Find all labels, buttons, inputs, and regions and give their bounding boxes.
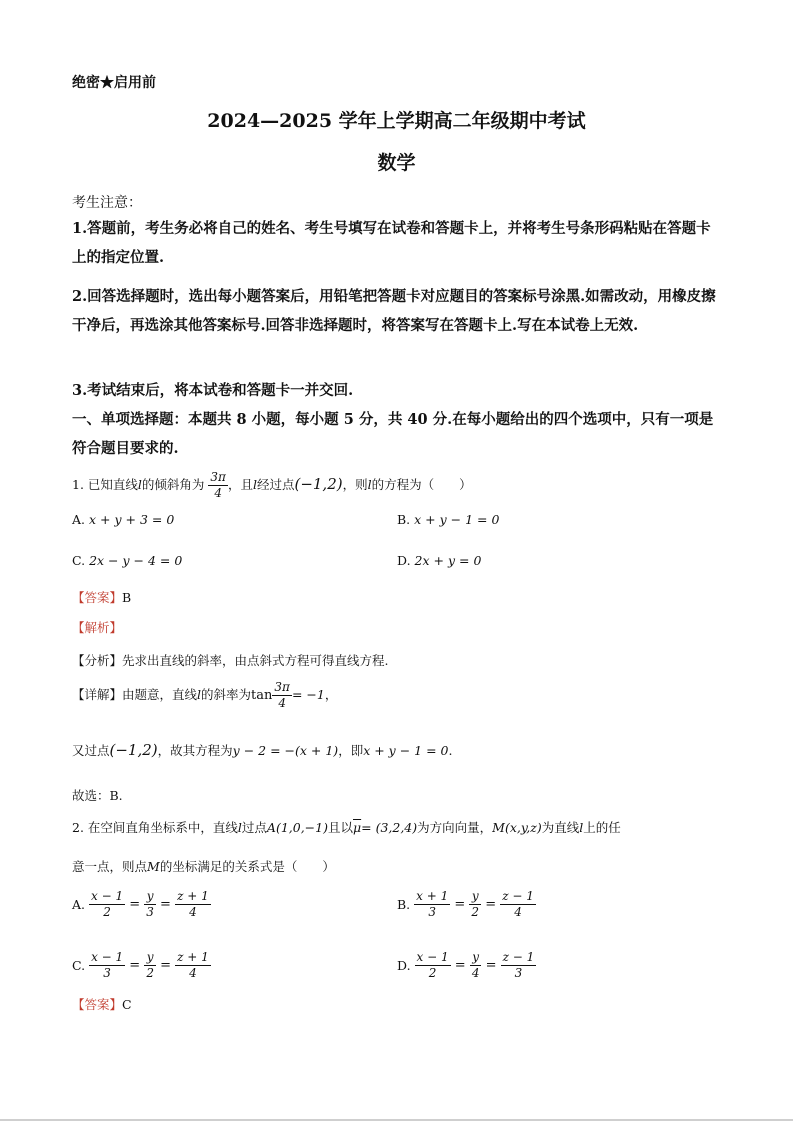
fraction-denominator: 4 xyxy=(471,966,480,980)
q2-stem-line2 xyxy=(72,857,335,875)
q2-option-b xyxy=(397,889,536,920)
fenxi-text: 先求出直线的斜率，由点斜式方程可得直线方程. xyxy=(122,653,389,668)
q2-stem-text: 为直线 xyxy=(541,820,580,835)
ratio-fraction xyxy=(89,889,125,920)
q1-detail xyxy=(72,680,337,711)
q2-stem-text: 意一点，则点 xyxy=(72,859,148,874)
equals-sign: = xyxy=(125,958,145,973)
fraction-numerator: z + 1 xyxy=(177,950,209,964)
fraction-denominator: 2 xyxy=(103,905,111,919)
detail-text: 又过点 xyxy=(72,743,110,758)
detail-text: ， xyxy=(324,687,338,702)
fraction-numerator: z − 1 xyxy=(502,950,535,964)
fraction-numerator: x − 1 xyxy=(416,950,449,964)
option-text: 2x − y − 4 = 0 xyxy=(89,553,183,568)
q1-stem-text: 1. 已知直线 xyxy=(72,477,138,492)
option-text: 2x + y = 0 xyxy=(414,553,482,568)
fraction-numerator: y xyxy=(144,950,156,966)
option-label: D. xyxy=(397,553,411,568)
q2-stem-text: 2. 在空间直角坐标系中，直线 xyxy=(72,820,238,835)
q2-option-a xyxy=(72,889,211,920)
direction-vector: $\overline{\mu}$ xyxy=(353,820,362,835)
q1-option-a xyxy=(72,512,174,527)
fraction-denominator: 2 xyxy=(471,905,480,919)
page-bottom-rule xyxy=(0,1119,793,1121)
subject-title: 数学 xyxy=(377,152,416,174)
point: (−1,2) xyxy=(294,475,343,493)
q2-answer xyxy=(72,995,132,1013)
q1-stem-text: 经过点 xyxy=(256,477,295,492)
line-symbol: l xyxy=(252,477,257,492)
line-symbol: l xyxy=(197,687,202,702)
point: (−1,2) xyxy=(109,741,158,759)
q1-stem-text: 的倾斜角为 xyxy=(141,477,205,492)
q2-stem-text: 过点 xyxy=(241,820,267,835)
fraction-numerator: x − 1 xyxy=(91,950,124,964)
fraction-denominator: 3 xyxy=(514,966,523,980)
detail-text: ，故其方程为 xyxy=(157,743,233,758)
option-equation xyxy=(89,889,211,919)
option-text: x + y − 1 = 0 xyxy=(414,512,500,527)
fraction-denominator: 4 xyxy=(514,905,522,919)
fraction-numerator: z − 1 xyxy=(502,889,534,903)
option-equation xyxy=(89,950,211,980)
ratio-fraction xyxy=(469,889,481,920)
ratio-fraction xyxy=(89,950,125,981)
detail-text: . xyxy=(448,743,453,758)
slope-equation: = −1 xyxy=(291,687,325,702)
option-label: B. xyxy=(397,897,411,912)
exam-title: 2024—2025 学年上学期高二年级期中考试 xyxy=(207,110,586,132)
detail-text: ，即 xyxy=(338,743,364,758)
ratio-fraction xyxy=(414,889,450,920)
equals-sign: = xyxy=(155,897,176,912)
option-equation xyxy=(415,950,537,980)
notice-item-2: 2.回答选择题时，选出每小题答案后，用铅笔把答题卡对应题目的答案标号涂黑.如需改动，用橡皮擦干净后，再选涂其他答案标号.回答非选择题时，将答案写在答题卡上.写在本试卷上无效. xyxy=(72,288,716,334)
fraction-denominator: 3 xyxy=(103,966,111,980)
option-label: A. xyxy=(72,897,86,912)
line-symbol: l xyxy=(137,477,142,492)
ratio-fraction xyxy=(415,950,451,981)
ratio-fraction xyxy=(175,950,211,981)
fraction-denominator: 4 xyxy=(189,966,197,980)
fraction-numerator: y xyxy=(470,950,482,966)
equation: x + y − 1 = 0 xyxy=(363,743,449,758)
equation: y − 2 = −(x + 1) xyxy=(232,743,339,758)
equals-sign: = xyxy=(125,897,145,912)
q2-stem-text: 为方向向量， xyxy=(417,820,493,835)
fraction-denominator: 3 xyxy=(428,905,437,919)
fraction-numerator: y xyxy=(144,889,156,905)
fraction-denominator: 2 xyxy=(146,966,154,980)
equals-sign: = xyxy=(450,897,470,912)
option-label: A. xyxy=(72,512,86,527)
tan-function: tan xyxy=(251,688,273,703)
answer-value: B xyxy=(122,590,132,605)
line-symbol: l xyxy=(579,820,584,835)
q2-option-d xyxy=(397,950,536,981)
option-equation xyxy=(414,889,536,919)
equals-sign: = xyxy=(481,958,501,973)
q1-choose: 故选：B. xyxy=(72,788,123,803)
q1-stem-text: 的方程为（ ） xyxy=(371,477,472,492)
fraction-numerator: z + 1 xyxy=(177,889,209,903)
q1-analysis-tag: 【解析】 xyxy=(72,620,123,635)
ratio-fraction xyxy=(500,889,536,920)
equals-sign: = xyxy=(155,958,176,973)
q1-option-b xyxy=(397,512,499,527)
line-symbol: l xyxy=(367,477,372,492)
point-m: M(x,y,z) xyxy=(492,820,542,835)
fraction-denominator: 2 xyxy=(428,966,437,980)
point-a: A(1,0,−1) xyxy=(266,820,328,835)
q1-stem-text: ，则 xyxy=(342,477,368,492)
q1-fenxi xyxy=(72,651,389,669)
q2-option-c xyxy=(72,950,211,981)
fraction-numerator: 3π xyxy=(210,470,226,484)
fraction-denominator: 4 xyxy=(278,696,286,710)
ratio-fraction xyxy=(470,950,482,981)
option-label: B. xyxy=(397,512,411,527)
q1-option-c xyxy=(72,553,182,568)
option-label: C. xyxy=(72,958,86,973)
option-label: D. xyxy=(397,958,411,973)
fraction-numerator: 3π xyxy=(274,680,290,694)
equals-sign: = xyxy=(450,958,470,973)
q1-stem xyxy=(72,470,472,501)
notice-item-3: 3.考试结束后，将本试卷和答题卡一并交回. xyxy=(72,382,354,399)
q1-detail-line2 xyxy=(72,741,452,759)
detail-text: 的斜率为 xyxy=(201,687,252,702)
slope-fraction xyxy=(272,680,292,711)
ratio-fraction xyxy=(144,950,156,981)
section-1-heading: 一、单项选择题：本题共 8 小题，每小题 5 分，共 40 分.在每小题给出的四个选项中，只有一项是符合题目要求的. xyxy=(72,411,714,457)
option-text: x + y + 3 = 0 xyxy=(89,512,175,527)
answer-tag: 【答案】 xyxy=(72,590,123,605)
ratio-fraction xyxy=(175,889,211,920)
answer-value: C xyxy=(122,997,132,1012)
q2-stem-text: 的坐标满足的关系式是（ ） xyxy=(159,859,335,874)
line-symbol: l xyxy=(237,820,242,835)
q1-answer xyxy=(72,588,131,606)
q2-stem-text: 且以 xyxy=(327,820,353,835)
fraction-denominator: 4 xyxy=(189,905,197,919)
notice-item-1: 1.答题前，考生务必将自己的姓名、考生号填写在试卷和答题卡上，并将考生号条形码粘贴在答题卡上的指定位置. xyxy=(72,220,711,266)
detail-text: 由题意，直线 xyxy=(122,687,198,702)
ratio-fraction xyxy=(501,950,537,981)
fraction-denominator: 3 xyxy=(146,905,154,919)
answer-tag: 【答案】 xyxy=(72,997,123,1012)
secret-label: 绝密★启用前 xyxy=(72,75,156,91)
notice-heading: 考生注意： xyxy=(72,195,142,211)
q1-option-d xyxy=(397,553,481,568)
fraction-numerator: x − 1 xyxy=(91,889,124,903)
angle-fraction xyxy=(208,470,228,501)
equals-sign: = xyxy=(481,897,501,912)
fenxi-tag: 【分析】 xyxy=(72,653,123,668)
detail-tag: 【详解】 xyxy=(72,687,123,702)
ratio-fraction xyxy=(144,889,156,920)
q1-stem-text: ，且 xyxy=(227,477,253,492)
point-m: M xyxy=(147,859,160,874)
fraction-numerator: y xyxy=(469,889,481,905)
q2-stem-text: 上的任 xyxy=(583,820,621,835)
option-label: C. xyxy=(72,553,86,568)
q2-stem xyxy=(72,818,621,836)
fraction-numerator: x + 1 xyxy=(416,889,449,903)
fraction-denominator: 4 xyxy=(214,486,222,500)
vector-value: = (3,2,4) xyxy=(361,820,418,835)
